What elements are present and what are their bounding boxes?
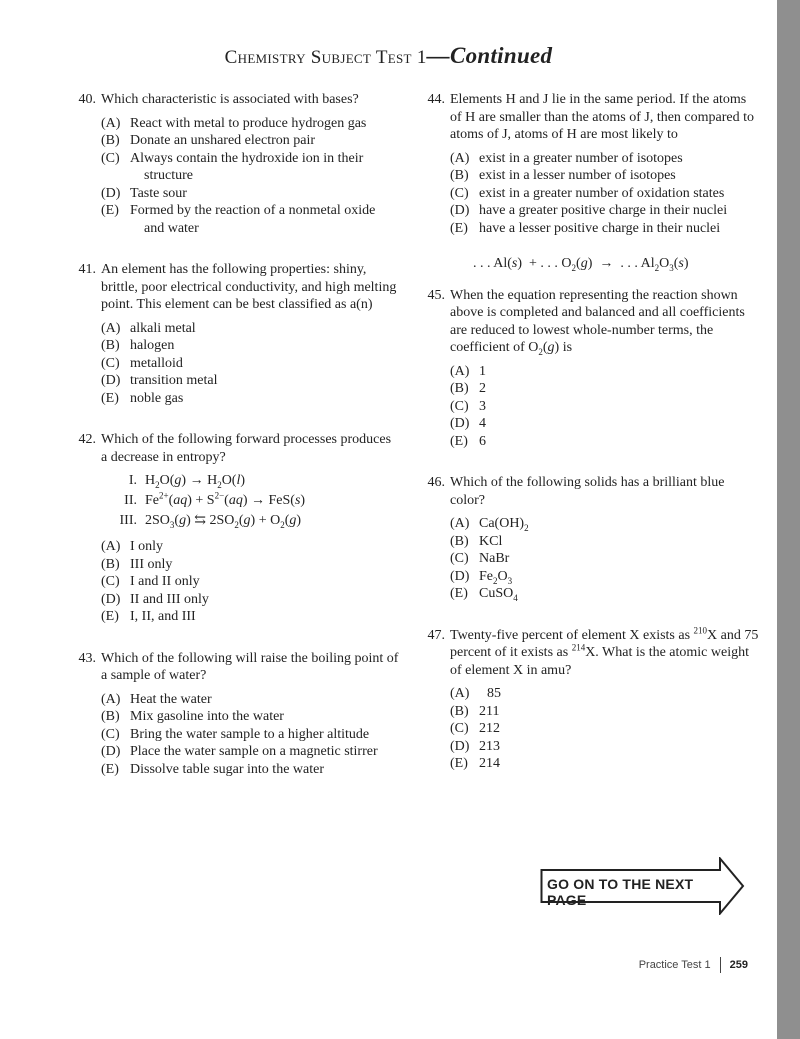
choice-c[interactable]: (C) metalloid (101, 355, 183, 371)
choice-a[interactable]: (A) 85 (450, 686, 501, 701)
next-page-label[interactable]: GO ON TO THE NEXT PAGE (547, 876, 694, 908)
choice-c[interactable]: (C) I and II only (101, 574, 200, 589)
question-text: Twenty-five percent of element X exists as $^{210}$X and 75 percent of it exists as $^{214}$X. What is the atomic weight of element X in amu? (450, 624, 759, 678)
equation-1: $H_2O(g) \to H_2O(l)$ (145, 473, 246, 490)
question-text: Elements H and J lie in the same period. If the atoms of H are smaller than the atoms of J, then compared to atoms of J, atoms of H are most likely to (450, 92, 755, 142)
choice-e[interactable]: (E) noble gas (101, 390, 184, 406)
choice-b[interactable]: (B) III only (101, 556, 173, 572)
equation-3: $2SO_3(g)$ ⇆ $2SO_2(g) + O_2(g)$ (145, 513, 302, 530)
choice-c[interactable]: (C) exist in a greater number of oxidation states (450, 185, 725, 201)
choice-d[interactable]: (D) 213 (450, 738, 500, 754)
choice-d[interactable]: (D) II and III only (101, 591, 209, 607)
choice-d[interactable]: (D) transition metal (101, 373, 218, 388)
choice-a[interactable]: (A) Heat the water (101, 691, 212, 707)
question-43: 43. Which of the following will raise the boiling point of a sample of water? (A) Heat the water (B) Mix gasoline into the water (C) Bring the water sample to a higher altitude (D) Place the water sample on a magnetic stirrer (E) Dissolve table sugar into the water (78, 650, 399, 777)
choice-d[interactable]: (D) $Fe_2O_3$ (450, 568, 513, 586)
statement-list (115, 472, 400, 532)
reaction-equation: . . . Al(s) + . . . $O_2(g)$ → . . . $Al_2O_3(s)$ (473, 256, 689, 273)
choice-e[interactable]: (E) Formed by the reaction of a nonmetal oxide and water (101, 203, 376, 236)
choice-d[interactable]: (D) Place the water sample on a magnetic stirrer (101, 744, 378, 759)
choice-c[interactable]: (C) Bring the water sample to a higher altitude (101, 726, 370, 742)
left-column (72, 91, 400, 802)
right-column (421, 91, 761, 797)
question-text: An element has the following properties: shiny, brittle, poor electrical conductivity, and high melting point. This element can be best classified as a(n) (101, 262, 397, 312)
choice-d[interactable]: (D) 4 (450, 416, 486, 431)
question-text: When the equation representing the reaction shown above is completed and balanced and all coefficients are reduced to lowest whole-number terms, the coefficient of $O_2(g)$ is (450, 287, 745, 357)
choice-b[interactable]: (B) Donate an unshared electron pair (101, 133, 316, 148)
choice-b[interactable]: (B) exist in a lesser number of isotopes (450, 168, 676, 183)
choice-a[interactable]: (A) I only (101, 539, 164, 554)
question-text: Which of the following solids has a brilliant blue color? (450, 475, 725, 508)
page-title: Chemistry Subject Test 1—Continued (224, 43, 553, 68)
question-46: 46. Which of the following solids has a brilliant blue color? (A) $Ca(OH)_2$ (B) KCl (C) NaBr (D) $Fe_2O_3$ (E) CuSO$_4$ (421, 474, 761, 603)
footer-divider (720, 957, 721, 973)
equation-2: $Fe^{2+}(aq) + S^{2-}(aq) \to FeS(s)$ (145, 490, 306, 508)
statement-3: III. $2SO_3(g)$ ⇆ $2SO_2(g) + O_2(g)$ (119, 513, 302, 530)
choice-e[interactable]: (E) 214 (450, 756, 500, 771)
page-number: 259 (729, 958, 748, 971)
question-44: 44. Elements H and J lie in the same period. If the atoms of H are smaller than the atoms of J, then compared to atoms of J, atoms of H are most likely to (A) exist in a greater number of isotopes (B) exist in a lesser number of isotopes (C) exist in a greater number of oxidation states (D) have a greater positive charge in their nuclei (E) have a lesser positive charge in their nuclei (421, 91, 761, 237)
page-footer (639, 957, 748, 973)
choice-b[interactable]: (B) KCl (450, 533, 503, 549)
choice-a[interactable]: (A) alkali metal (101, 320, 196, 336)
footer-label: Practice Test 1 (638, 958, 711, 971)
choice-a[interactable]: (A) exist in a greater number of isotopes (450, 150, 683, 166)
choice-d[interactable]: (D) have a greater positive charge in their nuclei (450, 203, 728, 218)
choice-c[interactable]: (C) 212 (450, 721, 500, 736)
question-41: 41. An element has the following properties: shiny, brittle, poor electrical conductivity, and high melting point. This element can be best classified as a(n) (A) alkali metal (B) halogen (C) metalloid (D) transition metal (E) noble gas (72, 261, 400, 407)
choice-e[interactable]: (E) have a lesser positive charge in their nuclei (450, 220, 721, 236)
question-45: 45. When the equation representing the reaction shown above is completed and balanced and all coefficients are reduced to lowest whole-number terms, the coefficient of $O_2(g)$ is (A) 1 (B) 2 (C) 3 (D) 4 (E) 6 (421, 287, 761, 451)
question-42: 42. Which of the following forward processes produces a decrease in entropy? I. $H_2O(g) \to H_2O(l)$ II. $Fe^{2+}(aq) + S^{2-}(aq) \to FeS(s)$ III. $2SO_3(g)$ ⇆ $2SO_2(g) + O_2(g)$ (A) I only (B) III only (C) I and II only (D) II and III only (E) I, II, and III (72, 431, 400, 626)
question-47: 47. Twenty-five percent of element X exists as $^{210}$X and 75 percent of it exists as $^{214}$X. What is the atomic weight of element X in amu? (A) 85 (B) 211 (C) 212 (D) 213 (E) 214 (421, 627, 761, 773)
choice-c[interactable]: (C) 3 (450, 398, 486, 414)
choice-b[interactable]: (B) Mix gasoline into the water (101, 709, 284, 724)
choice-e[interactable]: (E) 6 (450, 433, 486, 449)
question-text: Which of the following forward processes produces a decrease in entropy? (101, 432, 392, 465)
statement-2: II. $Fe^{2+}(aq) + S^{2-}(aq) \to FeS(s)$ (124, 490, 306, 508)
page-edge-bar (777, 0, 800, 1039)
choice-e[interactable]: (E) Dissolve table sugar into the water (101, 761, 325, 777)
question-40: 40. Which characteristic is associated with bases? (A) React with metal to produce hydrogen gas (B) Donate an unshared electron pair (C) Always contain the hydroxide ion in their structure (D) Taste sour (E) Formed by the reaction of a nonmetal oxide and water (72, 91, 400, 237)
statement-1: I. $H_2O(g) \to H_2O(l)$ (128, 473, 246, 490)
choice-a[interactable]: (A) $Ca(OH)_2$ (450, 516, 529, 533)
question-text: Which characteristic is associated with bases? (101, 92, 359, 107)
choice-b[interactable]: (B) halogen (101, 338, 175, 353)
choice-c[interactable]: (C) Always contain the hydroxide ion in their structure (101, 150, 364, 183)
choice-e[interactable]: (E) I, II, and III (101, 609, 196, 624)
choice-a[interactable]: (A) React with metal to produce hydrogen gas (101, 115, 367, 131)
choice-a[interactable]: (A) 1 (450, 363, 486, 379)
choice-c[interactable]: (C) NaBr (450, 551, 510, 566)
choice-b[interactable]: (B) 2 (450, 381, 486, 396)
choice-b[interactable]: (B) 211 (450, 703, 500, 719)
question-text: Which of the following will raise the boiling point of a sample of water? (101, 650, 399, 683)
choice-d[interactable]: (D) Taste sour (101, 185, 187, 201)
choice-e[interactable]: (E) CuSO$_4$ (450, 586, 518, 603)
